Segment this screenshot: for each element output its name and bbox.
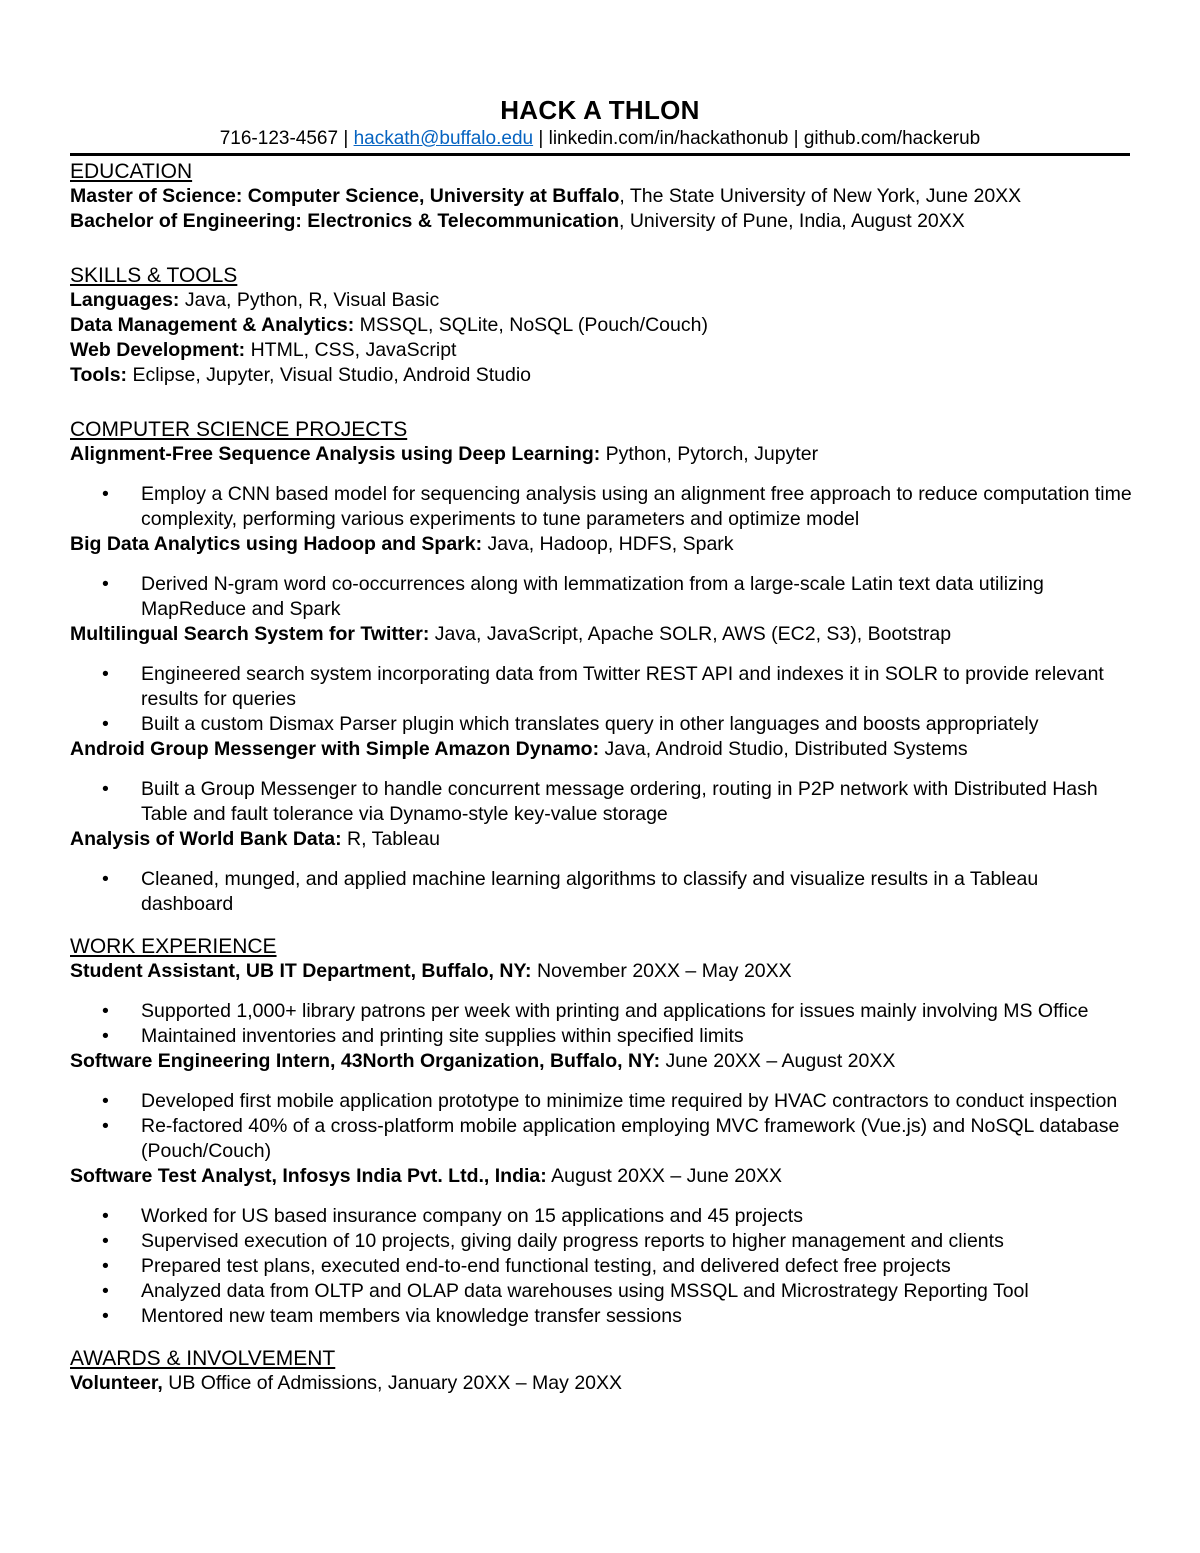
job-bullets [70, 1204, 1135, 1329]
separator: | [533, 128, 549, 149]
project-bullets [70, 867, 1135, 917]
contact-line [0, 126, 1200, 152]
project-bullets [70, 482, 1135, 532]
header-divider [70, 153, 1130, 156]
spacer [70, 1329, 1135, 1346]
bullet-icon: • [102, 778, 109, 800]
bullet-icon: • [102, 1090, 109, 1112]
bullet-item: • Engineered search system incorporating data from Twitter REST API and indexes it in SOLR to provide relevant results for queries [102, 663, 1104, 710]
project-heading: Alignment-Free Sequence Analysis using Deep Learning: Python, Pytorch, Jupyter [70, 443, 819, 465]
project-heading: Analysis of World Bank Data: R, Tableau [70, 828, 440, 850]
job-heading: Student Assistant, UB IT Department, Buffalo, NY: November 20XX – May 20XX [70, 960, 792, 982]
project-heading: Multilingual Search System for Twitter: Java, JavaScript, Apache SOLR, AWS (EC2, S3), Bootstrap [70, 623, 952, 645]
project-heading: Big Data Analytics using Hadoop and Spark: Java, Hadoop, HDFS, Spark [70, 533, 734, 555]
education-entry: Master of Science: Computer Science, University at Buffalo, The State University of New York, June 20XX [70, 185, 1022, 207]
bullet-icon: • [102, 483, 109, 505]
bullet-item: • Mentored new team members via knowledge transfer sessions [102, 1305, 682, 1327]
bullet-icon: • [102, 1280, 109, 1302]
project-heading: Android Group Messenger with Simple Amazon Dynamo: Java, Android Studio, Distributed Systems [70, 738, 968, 760]
skill-entry: Web Development: HTML, CSS, JavaScript [70, 339, 457, 361]
bullet-icon: • [102, 1305, 109, 1327]
job-heading: Software Test Analyst, Infosys India Pvt. Ltd., India: August 20XX – June 20XX [70, 1165, 783, 1187]
separator: | [788, 128, 804, 149]
job-bullets [70, 1089, 1135, 1164]
bullet-icon: • [102, 1115, 109, 1137]
job-bullets [70, 999, 1135, 1049]
bullet-icon: • [102, 1230, 109, 1252]
section-title-skills: SKILLS & TOOLS [70, 264, 238, 287]
bullet-icon: • [102, 713, 109, 735]
bullet-icon: • [102, 573, 109, 595]
spacer [70, 917, 1135, 934]
phone-number: 716-123-4567 [219, 128, 339, 149]
skill-entry: Languages: Java, Python, R, Visual Basic [70, 289, 440, 311]
linkedin-url: linkedin.com/in/hackathonub [548, 128, 789, 149]
bullet-icon: • [102, 1205, 109, 1227]
resume-body [70, 159, 1135, 1396]
bullet-icon: • [102, 868, 109, 890]
spacer [70, 388, 1135, 417]
github-url: github.com/hackerub [803, 128, 981, 149]
bullet-icon: • [102, 663, 109, 685]
skill-entry: Tools: Eclipse, Jupyter, Visual Studio, Android Studio [70, 364, 532, 386]
education-entry: Bachelor of Engineering: Electronics & Telecommunication, University of Pune, India, August 20XX [70, 210, 965, 232]
bullet-item: • Worked for US based insurance company on 15 applications and 45 projects [102, 1205, 803, 1227]
bullet-icon: • [102, 1000, 109, 1022]
section-title-awards: AWARDS & INVOLVEMENT [70, 1347, 336, 1370]
bullet-item: • Maintained inventories and printing site supplies within specified limits [102, 1025, 744, 1047]
bullet-item: • Supervised execution of 10 projects, giving daily progress reports to higher management and clients [102, 1230, 1004, 1252]
project-bullets [70, 662, 1135, 737]
bullet-item: • Derived N-gram word co-occurrences along with lemmatization from a large-scale Latin text data utilizing MapReduce and Spark [102, 573, 1044, 620]
bullet-item: • Re-factored 40% of a cross-platform mobile application employing MVC framework (Vue.js) and NoSQL database (Pouch/Couch) [102, 1115, 1120, 1162]
section-title-education: EDUCATION [70, 160, 193, 183]
separator: | [338, 128, 354, 149]
bullet-item: • Developed first mobile application prototype to minimize time required by HVAC contractors to conduct inspection [102, 1090, 1118, 1112]
bullet-icon: • [102, 1255, 109, 1277]
email-link[interactable]: hackath@buffalo.edu [353, 128, 534, 149]
bullet-item: • Analyzed data from OLTP and OLAP data warehouses using MSSQL and Microstrategy Reporting Tool [102, 1280, 1029, 1302]
bullet-item: • Built a custom Dismax Parser plugin which translates query in other languages and boosts appropriately [102, 713, 1039, 735]
job-heading: Software Engineering Intern, 43North Organization, Buffalo, NY: June 20XX – August 20XX [70, 1050, 896, 1072]
award-entry: Volunteer, UB Office of Admissions, January 20XX – May 20XX [70, 1372, 623, 1394]
resume-header [0, 94, 1200, 152]
bullet-icon: • [102, 1025, 109, 1047]
section-title-projects: COMPUTER SCIENCE PROJECTS [70, 418, 408, 441]
section-title-work: WORK EXPERIENCE [70, 935, 277, 958]
project-bullets [70, 572, 1135, 622]
candidate-name: HACK A THLON [500, 95, 700, 125]
project-bullets [70, 777, 1135, 827]
bullet-item: • Employ a CNN based model for sequencing analysis using an alignment free approach to reduce computation time complexity, performing various experiments to tune parameters and optimize model [102, 483, 1132, 530]
bullet-item: • Prepared test plans, executed end-to-end functional testing, and delivered defect free projects [102, 1255, 951, 1277]
bullet-item: • Cleaned, munged, and applied machine learning algorithms to classify and visualize results in a Tableau dashboard [102, 868, 1039, 915]
bullet-item: • Supported 1,000+ library patrons per week with printing and applications for issues mainly involving MS Office [102, 1000, 1089, 1022]
bullet-item: • Built a Group Messenger to handle concurrent message ordering, routing in P2P network with Distributed Hash Table and fault tolerance via Dynamo-style key-value storage [102, 778, 1098, 825]
spacer [70, 234, 1135, 263]
skill-entry: Data Management & Analytics: MSSQL, SQLite, NoSQL (Pouch/Couch) [70, 314, 708, 336]
